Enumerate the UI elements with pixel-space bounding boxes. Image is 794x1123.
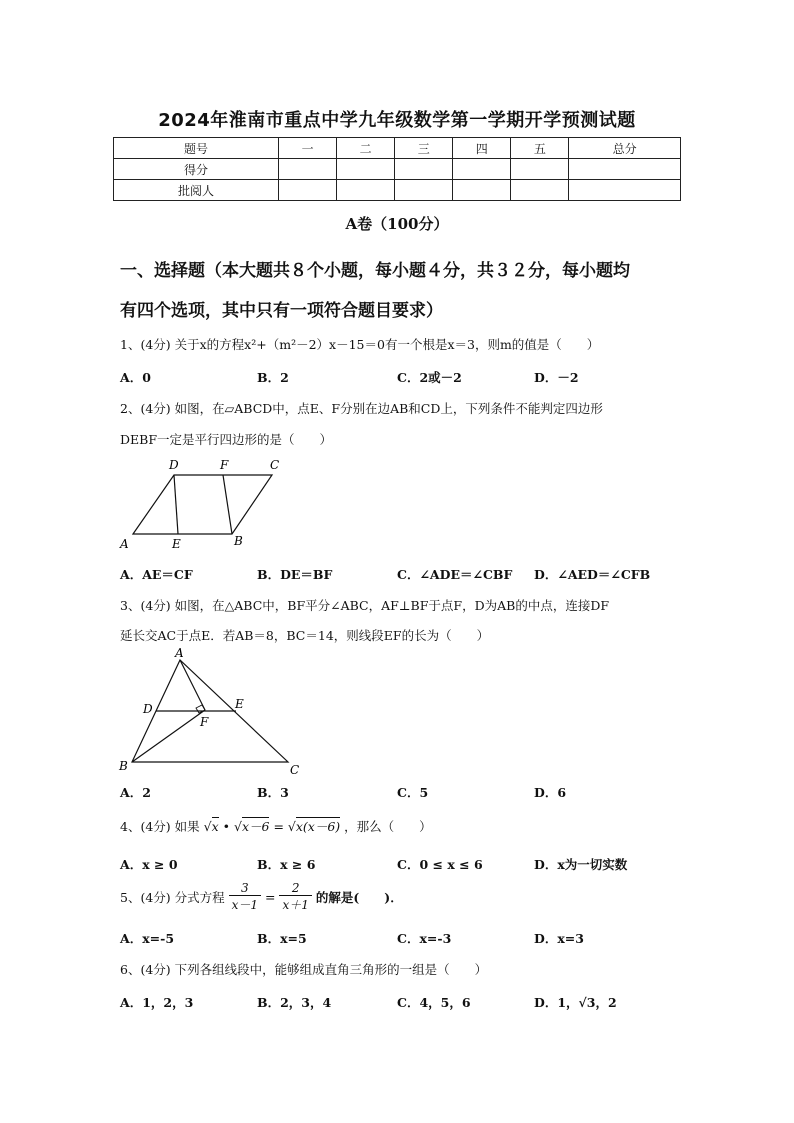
score-table-row-label: 批阅人 [114,180,279,201]
question-4-suffix: ，那么（ ） [344,819,432,834]
score-table-row [114,180,681,201]
score-cell [279,159,337,180]
score-table-cell: 一 [279,138,337,159]
score-table [113,137,681,201]
segment-bf [132,710,205,762]
option-b[interactable]: B．2 [257,370,289,385]
label-d: D [169,458,179,472]
score-table-cell: 三 [395,138,453,159]
exam-title: 2024年淮南市重点中学九年级数学第一学期开学预测试题 [158,110,636,131]
option-b[interactable]: B．x=5 [257,931,307,946]
score-cell [337,180,395,201]
score-table-cell: 五 [511,138,569,159]
label-f: F [200,715,209,729]
question-5-suffix: 的解是( )． [315,890,403,905]
option-a[interactable]: A．0 [120,370,151,385]
score-table-cell: 二 [337,138,395,159]
section-a-title: A卷（100分） [345,215,449,233]
question-6-text: 6、(4分) 下列各组线段中，能够组成直角三角形的一组是（ ） [120,962,488,977]
question-4-prefix: 4、(4分) 如果 [120,819,200,834]
option-a[interactable]: A．2 [120,785,151,800]
question-3-line1: 3、(4分) 如图，在△ABC中，BF平分∠ABC，AF⊥BF于点F，D为AB的中点，连接DF [120,598,610,613]
label-a: A [175,646,184,660]
option-b[interactable]: B．DE＝BF [257,567,333,582]
score-cell [569,180,681,201]
option-c[interactable]: C．x=-3 [397,931,452,946]
triangle-figure [115,646,310,778]
option-a[interactable]: A．x ≥ 0 [120,857,178,872]
option-a[interactable]: A．x=-5 [120,931,175,946]
score-cell [511,159,569,180]
question-2-line1: 2、(4分) 如图，在▱ABCD中，点E、F分别在边AB和CD上，下列条件不能判定四边形 [120,401,603,416]
parallelogram-abcd [133,475,272,534]
fraction-right [279,881,311,913]
label-e: E [172,537,181,551]
score-cell [511,180,569,201]
option-a[interactable]: A．1，2，3 [120,995,194,1010]
segment-de [174,475,178,534]
question-2-line2: DEBF一定是平行四边形的是（ ） [120,432,333,447]
option-c[interactable]: C．∠ADE＝∠CBF [397,567,513,582]
label-f: F [220,458,229,472]
option-d[interactable]: D．6 [534,785,567,800]
question-6-options [120,993,700,1011]
option-c[interactable]: C．2或－2 [397,370,462,385]
part1-heading-line2: 有四个选项，其中只有一项符合题目要求） [120,301,443,321]
score-cell [453,180,511,201]
question-3-options [120,783,700,801]
question-3-line2: 延长交AC于点E．若AB＝8，BC＝14，则线段EF的长为（ ） [120,628,490,643]
option-d[interactable]: D．∠AED＝∠CFB [534,567,651,582]
score-cell [395,180,453,201]
score-cell [569,159,681,180]
question-4-options [120,855,700,873]
option-c[interactable]: C．4，5，6 [397,995,471,1010]
score-table-header-row [114,138,681,159]
score-cell [337,159,395,180]
option-b[interactable]: B．x ≥ 6 [257,857,316,872]
label-e: E [235,697,244,711]
numerator: 2 [279,881,311,896]
question-1-options [120,368,700,386]
radicand: x [211,819,219,834]
question-1-text: 1、(4分) 关于x的方程x²+（m²－2）x－15＝0有一个根是x＝3，则m的值是（ ） [120,337,600,352]
option-b[interactable]: B．2，3，4 [257,995,332,1010]
score-table-cell: 总分 [569,138,681,159]
question-5-prefix: 5、(4分) 分式方程 [120,890,225,905]
option-d[interactable]: D．1，√3，2 [534,995,617,1010]
question-2-options [120,565,700,583]
fraction-left [229,881,261,913]
part1-heading-line1: 一、选择题（本大题共８个小题，每小题４分，共３２分，每小题均 [120,261,630,281]
label-c: C [290,763,300,777]
option-d[interactable]: D．x为一切实数 [534,857,628,872]
option-a[interactable]: A．AE＝CF [120,567,193,582]
label-b: B [119,759,128,773]
score-table-cell: 四 [453,138,511,159]
option-d[interactable]: D．－2 [534,370,579,385]
score-cell [395,159,453,180]
score-table-row [114,159,681,180]
radicand: x－6 [241,819,270,834]
option-c[interactable]: C．5 [397,785,429,800]
question-4-text [120,817,700,835]
question-5-options [120,929,700,947]
numerator: 3 [229,881,261,896]
parallelogram-figure [115,456,290,552]
score-table-row-label: 得分 [114,159,279,180]
segment-bf [223,475,232,534]
option-c[interactable]: C．0 ≤ x ≤ 6 [397,857,483,872]
score-cell [453,159,511,180]
equals-sign: = [265,889,276,905]
sqrt-expression: √x • √x－6 = √x(x－6) [203,819,341,834]
label-b: B [234,534,243,548]
question-5-text [120,881,700,913]
denominator: x＋1 [282,898,309,912]
label-d: D [143,702,153,716]
option-b[interactable]: B．3 [257,785,289,800]
option-d[interactable]: D．x=3 [534,931,584,946]
score-cell [279,180,337,201]
denominator: x－1 [231,898,259,912]
segment-af [180,660,205,710]
label-c: C [270,458,280,472]
score-table-cell: 题号 [114,138,279,159]
radicand: x(x－6) [295,819,341,834]
label-a: A [120,537,129,551]
